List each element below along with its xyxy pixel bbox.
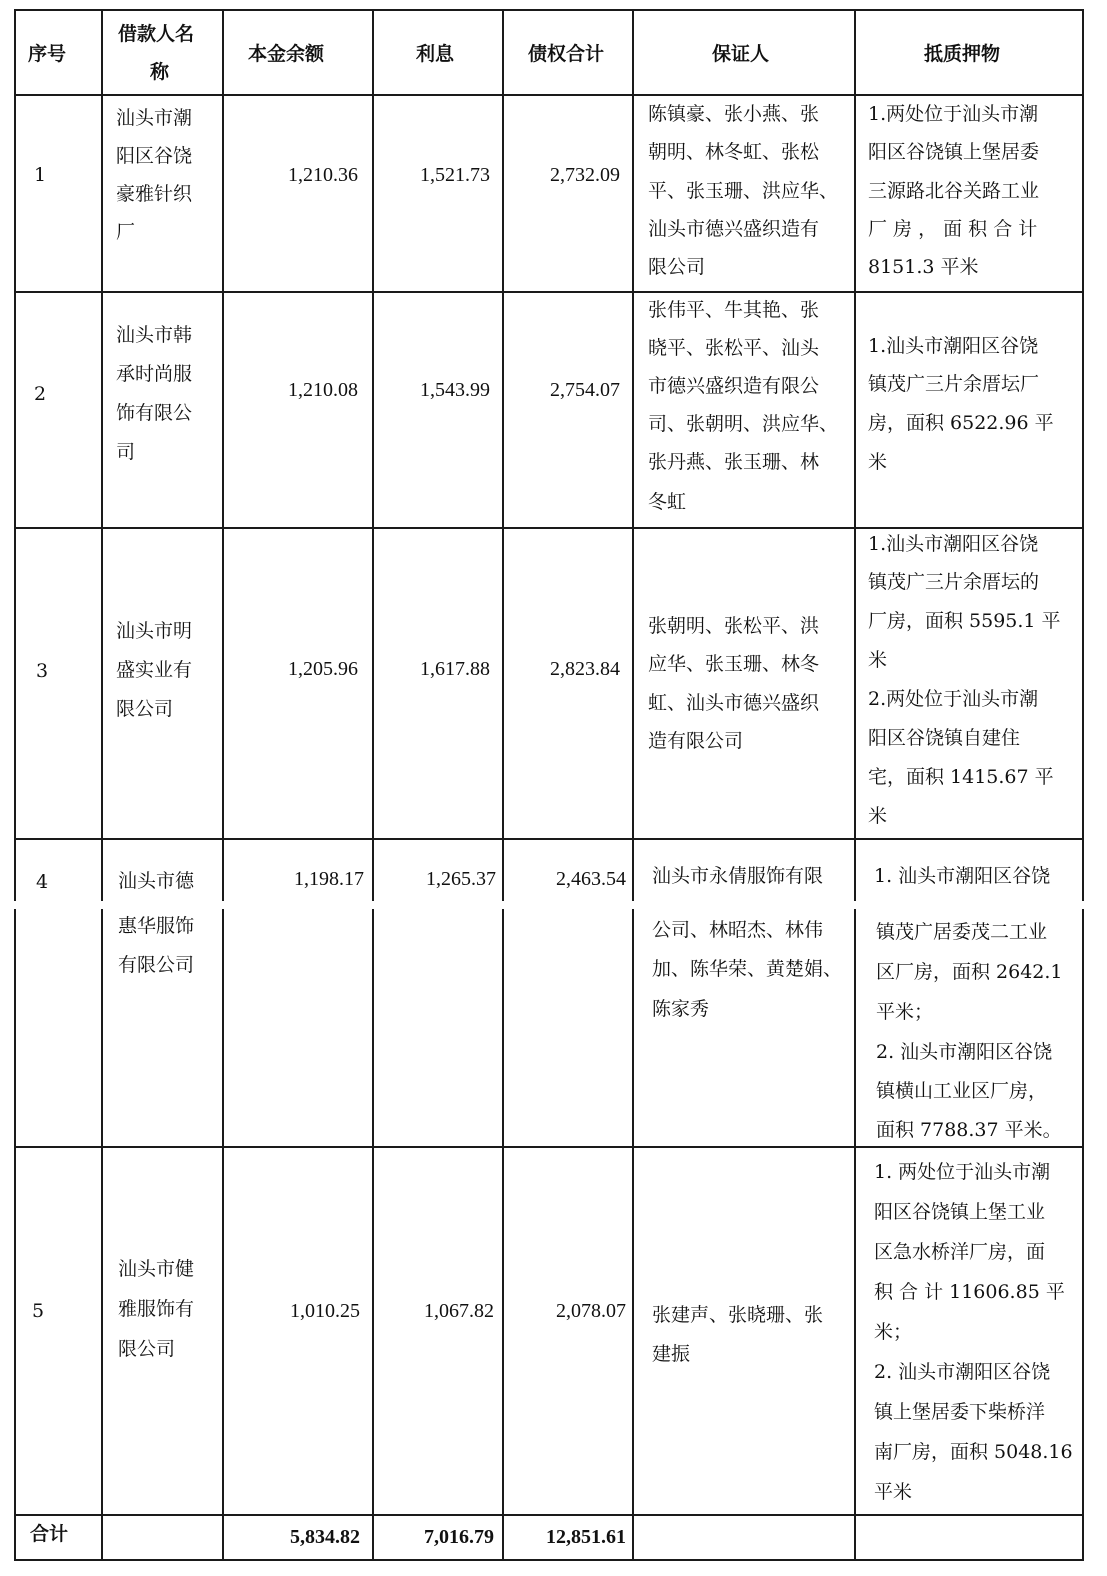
row5-collateral-l2: 阳区谷饶镇上堡工业 — [874, 1201, 1046, 1223]
row4-borrower-l2: 惠华服饰 — [118, 915, 195, 937]
row3-collateral-l8: 米 — [868, 805, 888, 827]
row2-borrower-l4: 司 — [116, 441, 136, 463]
row4-collateral-l4: 平米； — [876, 1001, 934, 1023]
row3-collateral-l4: 米 — [868, 649, 888, 671]
row4-interest: 1,265.37 — [426, 868, 496, 890]
row3-borrower-l3: 限公司 — [116, 698, 174, 720]
row-divider-3 — [14, 838, 1084, 840]
table-border-bottom — [14, 1559, 1084, 1561]
row3-collateral-l7: 宅，面积 1415.67 平 — [868, 766, 1054, 788]
row5-borrower-l3: 限公司 — [118, 1338, 176, 1360]
row2-seq: 2 — [34, 383, 47, 405]
row-divider-5 — [14, 1514, 1084, 1516]
row4-borrower-l3: 有限公司 — [118, 954, 195, 976]
row4-collateral-l2: 镇茂广居委茂二工业 — [876, 921, 1048, 943]
col-line-0 — [14, 9, 16, 1561]
row4-total: 2,463.54 — [556, 868, 626, 890]
row3-guarantor-l3: 虹、汕头市德兴盛织 — [648, 692, 820, 714]
row2-principal: 1,210.08 — [288, 379, 358, 401]
row1-collateral-l2: 阳区谷饶镇上堡居委 — [868, 141, 1040, 163]
row2-collateral-l2: 镇茂广三片余厝坛厂 — [868, 373, 1040, 395]
row2-guarantor-l1: 张伟平、牛其艳、张 — [648, 299, 820, 321]
row1-guarantor-l3: 平、张玉珊、洪应华、 — [648, 180, 839, 202]
header-borrower-line2: 称 — [150, 61, 170, 83]
header-borrower-line1: 借款人名 — [118, 23, 195, 45]
header-collateral: 抵质押物 — [924, 43, 1001, 65]
row4-guarantor-l4: 陈家秀 — [652, 998, 710, 1020]
row5-guarantor-l1: 张建声、张晓珊、张 — [652, 1304, 824, 1326]
row4-collateral-l3: 区厂房，面积 2642.1 — [876, 961, 1063, 983]
row1-seq: 1 — [34, 164, 47, 186]
row5-collateral-l6: 2. 汕头市潮阳区谷饶 — [874, 1361, 1051, 1383]
row2-collateral-l1: 1.汕头市潮阳区谷饶 — [868, 335, 1039, 357]
row3-collateral-l3: 厂房，面积 5595.1 平 — [868, 610, 1061, 632]
row3-borrower-l1: 汕头市明 — [116, 620, 193, 642]
row5-collateral-l3: 区急水桥洋厂房，面 — [874, 1241, 1046, 1263]
row5-collateral-l1: 1. 两处位于汕头市潮 — [874, 1161, 1051, 1183]
row5-borrower-l1: 汕头市健 — [118, 1258, 195, 1280]
row1-interest: 1,521.73 — [420, 164, 490, 186]
row1-total: 2,732.09 — [550, 164, 620, 186]
row3-total: 2,823.84 — [550, 658, 620, 680]
col-line-7 — [1082, 9, 1084, 1561]
row1-borrower-l1: 汕头市潮 — [116, 107, 193, 129]
footer-total: 12,851.61 — [546, 1526, 626, 1548]
row4-collateral-l6: 镇横山工业区厂房， — [876, 1080, 1048, 1102]
row5-interest: 1,067.82 — [424, 1300, 494, 1322]
row4-principal: 1,198.17 — [294, 868, 364, 890]
col-line-6 — [854, 9, 856, 1561]
row1-guarantor-l5: 限公司 — [648, 256, 706, 278]
row1-borrower-l4: 厂 — [116, 221, 136, 243]
row2-borrower-l1: 汕头市韩 — [116, 324, 193, 346]
row3-borrower-l2: 盛实业有 — [116, 659, 193, 681]
row2-borrower-l3: 饰有限公 — [116, 402, 193, 424]
row1-borrower-l2: 阳区谷饶 — [116, 145, 193, 167]
footer-label: 合计 — [30, 1523, 69, 1545]
footer-interest: 7,016.79 — [424, 1526, 494, 1548]
row4-collateral-l5: 2. 汕头市潮阳区谷饶 — [876, 1041, 1053, 1063]
row-divider-1 — [14, 291, 1084, 293]
row3-guarantor-l1: 张朝明、张松平、洪 — [648, 615, 820, 637]
row5-collateral-l7: 镇上堡居委下柴桥洋 — [874, 1401, 1046, 1423]
row1-collateral-l5: 8151.3 平米 — [868, 256, 979, 278]
row2-guarantor-l6: 冬虹 — [648, 491, 687, 513]
row3-collateral-l6: 阳区谷饶镇自建住 — [868, 727, 1021, 749]
row2-total: 2,754.07 — [550, 379, 620, 401]
header-principal: 本金余额 — [248, 43, 325, 65]
row2-guarantor-l3: 市德兴盛织造有限公 — [648, 375, 820, 397]
row4-guarantor-top: 汕头市永倩服饰有限 — [652, 865, 824, 887]
row2-collateral-l3: 房，面积 6522.96 平 — [868, 412, 1054, 434]
header-guarantor: 保证人 — [712, 43, 770, 65]
row5-seq: 5 — [32, 1300, 45, 1322]
row4-collateral-top: 1. 汕头市潮阳区谷饶 — [874, 865, 1051, 887]
row3-collateral-l2: 镇茂广三片余厝坛的 — [868, 571, 1040, 593]
row4-borrower-top: 汕头市德 — [118, 870, 195, 892]
row3-guarantor-l2: 应华、张玉珊、林冬 — [648, 653, 820, 675]
row5-principal: 1,010.25 — [290, 1300, 360, 1322]
row1-collateral-l1: 1.两处位于汕头市潮 — [868, 103, 1039, 125]
col-line-1 — [101, 9, 103, 1561]
row2-guarantor-l2: 晓平、张松平、汕头 — [648, 337, 820, 359]
row4-collateral-l7: 面积 7788.37 平米。 — [876, 1119, 1062, 1141]
col-line-5 — [632, 9, 634, 1561]
row1-collateral-l3: 三源路北谷关路工业 — [868, 180, 1040, 202]
row2-collateral-l4: 米 — [868, 451, 888, 473]
row2-guarantor-l5: 张丹燕、张玉珊、林 — [648, 451, 820, 473]
header-total: 债权合计 — [528, 43, 605, 65]
row3-interest: 1,617.88 — [420, 658, 490, 680]
row1-guarantor-l2: 朝明、林冬虹、张松 — [648, 141, 820, 163]
row5-collateral-l5: 米； — [874, 1321, 913, 1343]
row3-guarantor-l4: 造有限公司 — [648, 730, 744, 752]
row4-seq: 4 — [36, 871, 49, 893]
header-interest: 利息 — [416, 43, 455, 65]
row4-guarantor-l2: 公司、林昭杰、林伟 — [652, 919, 824, 941]
row5-collateral-l9: 平米 — [874, 1481, 913, 1503]
row1-guarantor-l1: 陈镇豪、张小燕、张 — [648, 103, 820, 125]
row5-collateral-l4: 积 合 计 11606.85 平 — [874, 1281, 1065, 1303]
row5-collateral-l8: 南厂房，面积 5048.16 — [874, 1441, 1073, 1463]
row3-seq: 3 — [36, 660, 49, 682]
header-seq: 序号 — [28, 43, 67, 65]
row1-principal: 1,210.36 — [288, 164, 358, 186]
table-border-top — [14, 9, 1084, 11]
row5-total: 2,078.07 — [556, 1300, 626, 1322]
row3-collateral-l1: 1.汕头市潮阳区谷饶 — [868, 533, 1039, 555]
row3-collateral-l5: 2.两处位于汕头市潮 — [868, 688, 1039, 710]
row5-borrower-l2: 雅服饰有 — [118, 1298, 195, 1320]
footer-principal: 5,834.82 — [290, 1526, 360, 1548]
row1-borrower-l3: 豪雅针织 — [116, 183, 193, 205]
row1-guarantor-l4: 汕头市德兴盛织造有 — [648, 218, 820, 240]
row5-guarantor-l2: 建振 — [652, 1343, 691, 1365]
row2-interest: 1,543.99 — [420, 379, 490, 401]
row4-guarantor-l3: 加、陈华荣、黄楚娟、 — [652, 958, 843, 980]
row2-borrower-l2: 承时尚服 — [116, 363, 193, 385]
row1-collateral-l4: 厂 房 ， 面 积 合 计 — [868, 218, 1038, 240]
row3-principal: 1,205.96 — [288, 658, 358, 680]
row2-guarantor-l4: 司、张朝明、洪应华、 — [648, 413, 839, 435]
